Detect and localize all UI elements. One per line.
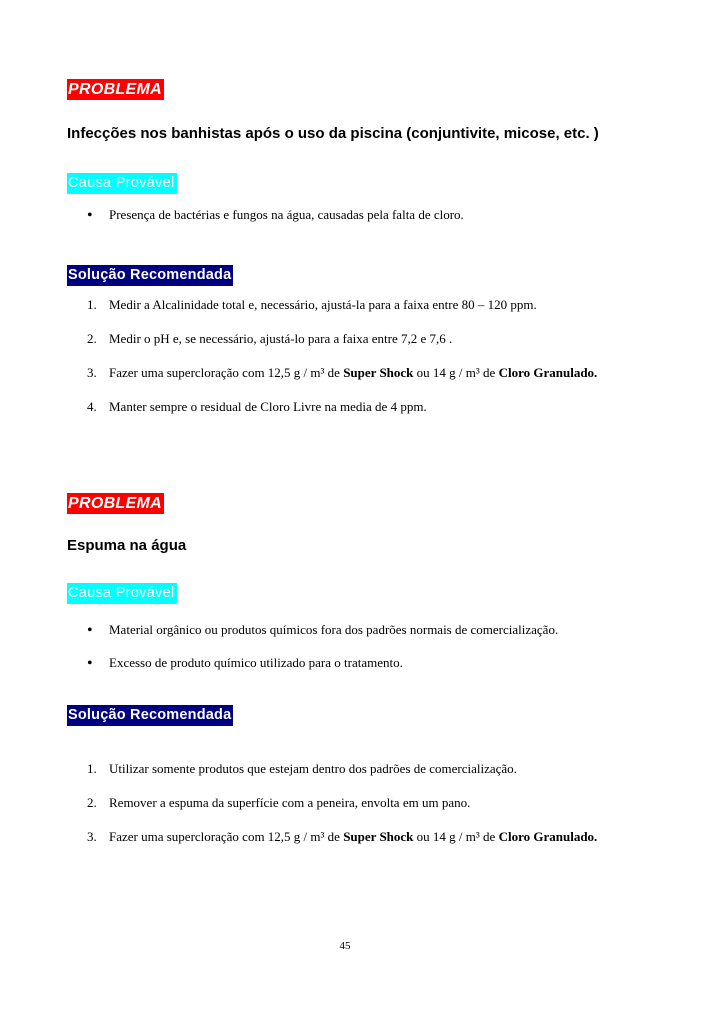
bullet-icon: • (87, 655, 93, 672)
solution-item: 1. Medir a Alcalinidade total e, necessário, ajustá-la para a faixa entre 80 – 120 ppm. (87, 297, 537, 312)
problem-label: PROBLEMA (68, 81, 162, 98)
solution-item: 1. Utilizar somente produtos que estejam dentro dos padrões de comercialização. (87, 761, 517, 776)
problem-heading: Infecções nos banhistas após o uso da piscina (conjuntivite, micose, etc. ) (67, 125, 599, 142)
product-name: Super Shock (343, 829, 414, 844)
page-number: 45 (339, 940, 351, 952)
bullet-icon: • (87, 207, 93, 224)
solution-item: 2. Medir o pH e, se necessário, ajustá-lo para a faixa entre 7,2 e 7,6 . (87, 331, 453, 346)
solution-item: 3. Fazer uma supercloração com 12,5 g / m³ de Super Shock ou 14 g / m³ de Cloro Granulado. (87, 829, 598, 844)
cause-item: • Material orgânico ou produtos químicos fora dos padrões normais de comercialização. (87, 622, 559, 639)
product-name: Cloro Granulado. (498, 829, 598, 844)
solution-item: 3. Fazer uma supercloração com 12,5 g / m³ de Super Shock ou 14 g / m³ de Cloro Granulado. (87, 365, 598, 380)
bullet-icon: • (87, 622, 93, 639)
cause-item: • Presença de bactérias e fungos na água, causadas pela falta de cloro. (87, 207, 464, 224)
product-name: Cloro Granulado. (498, 365, 598, 380)
solution-label: Solução Recomendada (67, 705, 233, 726)
problem-label: PROBLEMA (68, 495, 162, 512)
solution-item: 4. Manter sempre o residual de Cloro Livre na media de 4 ppm. (87, 399, 427, 414)
solution-label: Solução Recomendada (67, 265, 233, 286)
product-name: Super Shock (343, 365, 414, 380)
cause-label: Causa Provável (67, 173, 177, 194)
problem-heading: Espuma na água (67, 537, 187, 554)
cause-label: Causa Provável (67, 583, 177, 604)
solution-item: 2. Remover a espuma da superfície com a peneira, envolta em um pano. (87, 795, 471, 810)
cause-item: • Excesso de produto químico utilizado para o tratamento. (87, 655, 403, 672)
